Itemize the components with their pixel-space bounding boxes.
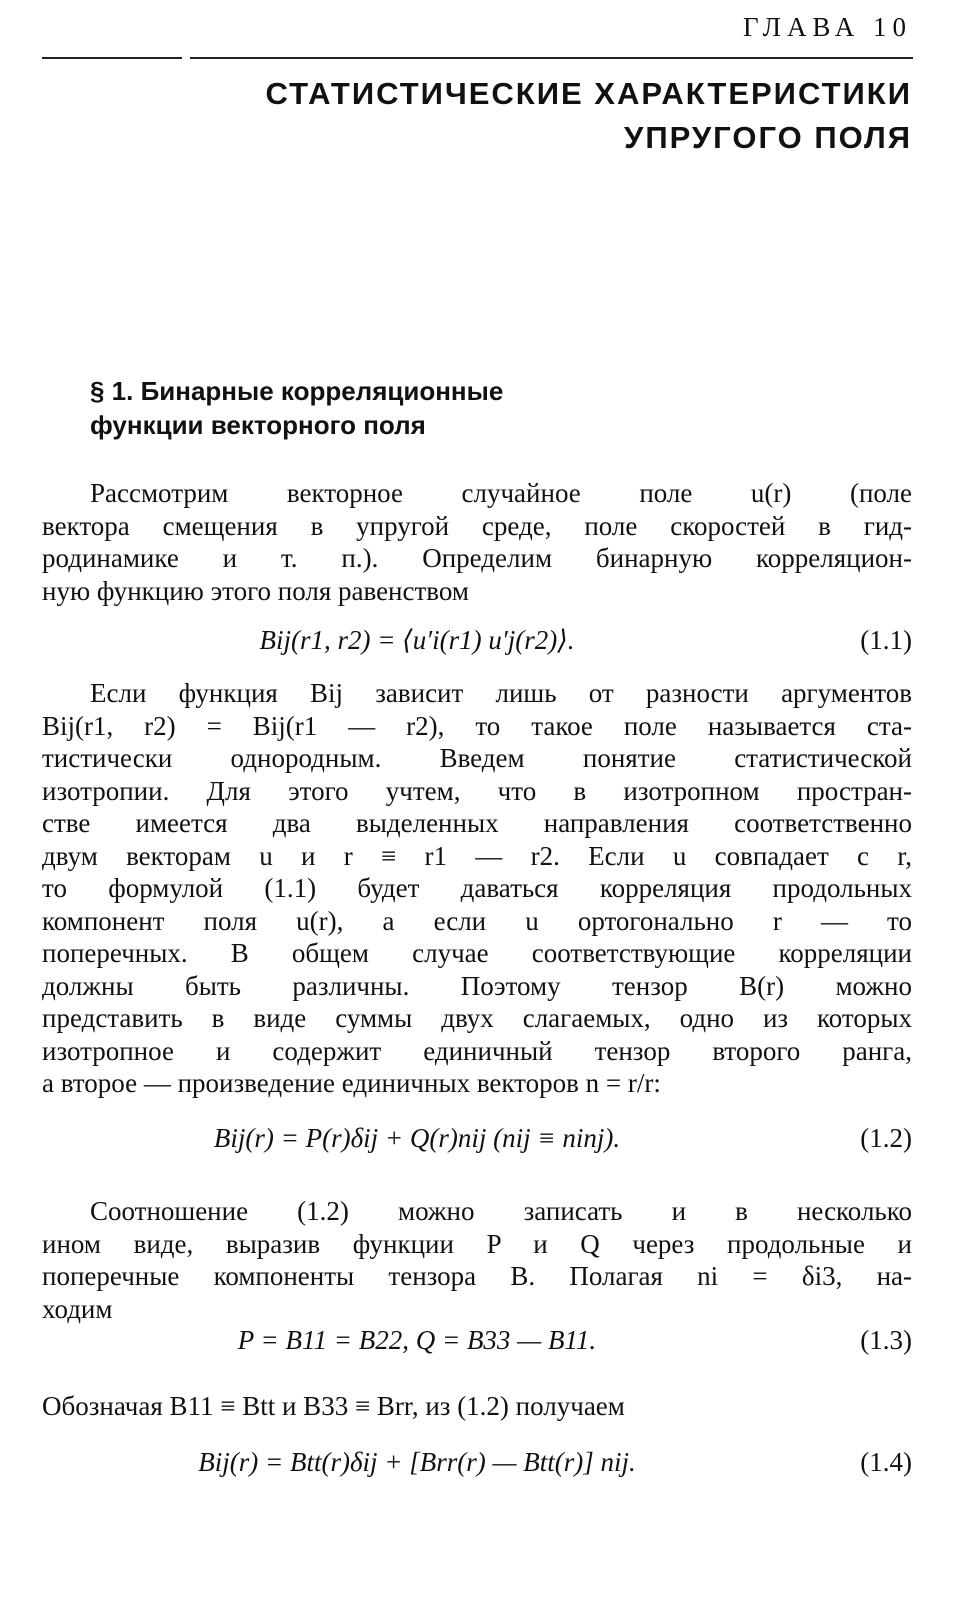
text-line: ином виде, выразив функции P и Q через продольные и	[42, 1228, 912, 1259]
text-line: то формулой (1.1) будет даваться корреляция продольных	[42, 873, 912, 903]
equation-body: Bij(r) = P(r)δij + Q(r)nij (nij ≡ ninj).	[213, 1123, 621, 1153]
header-rule-left	[42, 57, 182, 59]
text-line: компонент поля u(r), а если u ортогонально r — то	[42, 905, 912, 936]
text-line: поперечных. В общем случае соответствующие корреляции	[42, 938, 912, 968]
equation-number: (1.1)	[860, 625, 912, 655]
paragraph-1	[42, 477, 912, 607]
text-line: родинамике и т. п.). Определим бинарную корреляцион-	[42, 543, 912, 573]
chapter-title-line1: СТАТИСТИЧЕСКИЕ ХАРАКТЕРИСТИКИ	[265, 76, 912, 111]
equation-1-4	[42, 1447, 912, 1487]
text-line: изотропии. Для этого учтем, что в изотропном простран-	[42, 775, 912, 806]
equation-number: (1.2)	[860, 1123, 912, 1153]
text-line: Обозначая B11 ≡ Btt и B33 ≡ Brr, из (1.2) получаем	[42, 1391, 625, 1421]
section-heading-line1: § 1. Бинарные корреляционные	[90, 376, 504, 406]
equation-1-2	[42, 1123, 912, 1163]
equation-body: P = B11 = B22, Q = B33 — B11.	[237, 1325, 597, 1355]
paragraph-4	[42, 1390, 912, 1423]
text-line: двум векторам u и r ≡ r1 — r2. Если u совпадает с r,	[42, 840, 912, 871]
equation-body: Bij(r) = Btt(r)δij + [Brr(r) — Btt(r)] nij.	[198, 1447, 636, 1477]
chapter-label: ГЛАВА 10	[743, 12, 912, 42]
text-line: Рассмотрим векторное случайное поле u(r) (поле	[90, 478, 912, 508]
chapter-title	[265, 72, 912, 160]
equation-number: (1.3)	[860, 1325, 912, 1355]
text-line: должны быть различны. Поэтому тензор B(r) можно	[42, 970, 912, 1001]
text-line: вектора смещения в упругой среде, поле скоростей в гид-	[42, 510, 912, 541]
text-line: Bij(r1, r2) = Bij(r1 — r2), то такое поле называется ста-	[42, 710, 912, 741]
text-line: Соотношение (1.2) можно записать и в несколько	[90, 1196, 912, 1226]
paragraph-3	[42, 1195, 912, 1325]
section-heading	[90, 374, 503, 442]
text-line: Если функция Bij зависит лишь от разности аргументов	[90, 678, 912, 708]
text-line: изотропное и содержит единичный тензор второго ранга,	[42, 1035, 912, 1066]
text-line: стве имеется два выделенных направления соответственно	[42, 808, 912, 838]
text-line: ходим	[42, 1293, 113, 1324]
chapter-title-line2: УПРУГОГО ПОЛЯ	[624, 120, 912, 155]
text-line: тистически однородным. Введем понятие статистической	[42, 743, 912, 773]
text-line: а второе — произведение единичных векторов n = r/r:	[42, 1068, 661, 1098]
header-rule-right	[190, 57, 913, 59]
equation-body: Bij(r1, r2) = ⟨u′i(r1) u′j(r2)⟩.	[259, 625, 575, 655]
text-line: поперечные компоненты тензора B. Полагая ni = δi3, на-	[42, 1261, 912, 1291]
text-line: ную функцию этого поля равенством	[42, 575, 469, 606]
paragraph-2	[42, 677, 912, 1100]
text-line: представить в виде суммы двух слагаемых, одно из которых	[42, 1003, 912, 1033]
section-heading-line2: функции векторного поля	[90, 410, 426, 440]
equation-1-3	[42, 1325, 912, 1365]
equation-1-1	[42, 625, 912, 665]
equation-number: (1.4)	[860, 1447, 912, 1477]
